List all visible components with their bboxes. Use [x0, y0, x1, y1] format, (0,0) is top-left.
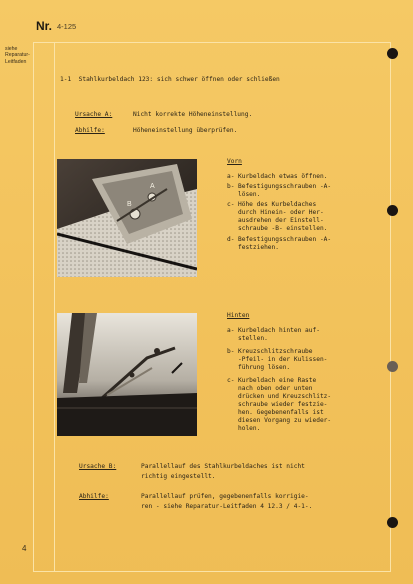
- photo-label-b: B: [127, 201, 132, 208]
- nr-label: Nr.: [36, 19, 53, 33]
- remedy-a-label: Abhilfe:: [75, 127, 105, 134]
- photo-rear-illustration: [57, 313, 197, 436]
- cause-b-line: Parallellauf des Stahlkurbeldaches ist nicht: [141, 463, 305, 470]
- cause-a-text: Nicht korrekte Höheneinstellung.: [133, 111, 253, 118]
- document-number: 4-125: [57, 22, 77, 31]
- photo-rear-adjustment: [57, 313, 197, 436]
- binder-hole: [387, 205, 398, 216]
- cause-b-line: richtig eingestellt.: [141, 473, 216, 480]
- page-number: 4: [22, 544, 27, 553]
- photo-front-illustration: [57, 159, 197, 277]
- binder-hole: [387, 48, 398, 59]
- binder-hole: [387, 517, 398, 528]
- side-note-line: Leitfaden: [5, 58, 27, 65]
- hinten-heading: Hinten: [227, 312, 250, 319]
- section-title: 1-1 Stahlkurbeldach 123: sich schwer öffnen oder schließen: [60, 76, 280, 83]
- remedy-b-line: Parallellauf prüfen, gegebenenfalls korrigie-: [141, 493, 309, 500]
- side-note-line: siehe: [5, 46, 18, 52]
- vorn-heading: Vorn: [227, 158, 242, 165]
- cause-a-label: Ursache A:: [75, 111, 113, 118]
- binder-hole: [387, 361, 398, 372]
- document-page: Nr. 4-125 siehe Reparatur- Leitfaden 1-1 Stahlkurbeldach 123: sich schwer öffnen oder schließen Ursache A: Nicht korrekte Höheneinstellung. Abhilfe: Höheneinstellung überprüfen. A B Vorn a- Kurbeldach etwas öffnen. b- Befestigungsschrauben -A- lösen. c- Höhe des Kurbeldaches durch Hinein- oder Her- ausdrehen der Einstell- schraube -B- einstellen. d- Befestigungsschrauben -A- festziehen. Hinten a- Kurbeldach hinten auf- stellen. b- Kreuzschlitzschraube -Pfeil- in der Kulissen- führung lösen. c- Kurbeldach eine Raste nach oben oder unten drücken und Kreuzschlitz- schraube wieder festzie- hen. Gegebenenfalls ist diesen Vorgang zu wieder- holen. Ursache B: Parallellauf des Stahlkurbeldaches ist nicht richtig eingestellt. Abhilfe: Parallellauf prüfen, gegebenenfalls korrigie- ren - siehe Reparatur-Leitfaden 4 12.3 / 4-1-. 4: [0, 0, 413, 584]
- photo-label-a: A: [150, 183, 155, 190]
- remedy-b-line: ren - siehe Reparatur-Leitfaden 4 12.3 / 4-1-.: [141, 503, 313, 510]
- cause-b-label: Ursache B:: [79, 463, 117, 470]
- side-note-line: Reparatur-: [5, 52, 30, 59]
- side-note: [5, 46, 30, 65]
- remedy-a-text: Höheneinstellung überprüfen.: [133, 127, 238, 134]
- photo-front-adjustment: [57, 159, 197, 277]
- remedy-b-label: Abhilfe:: [79, 493, 109, 500]
- margin-rule: [54, 42, 55, 572]
